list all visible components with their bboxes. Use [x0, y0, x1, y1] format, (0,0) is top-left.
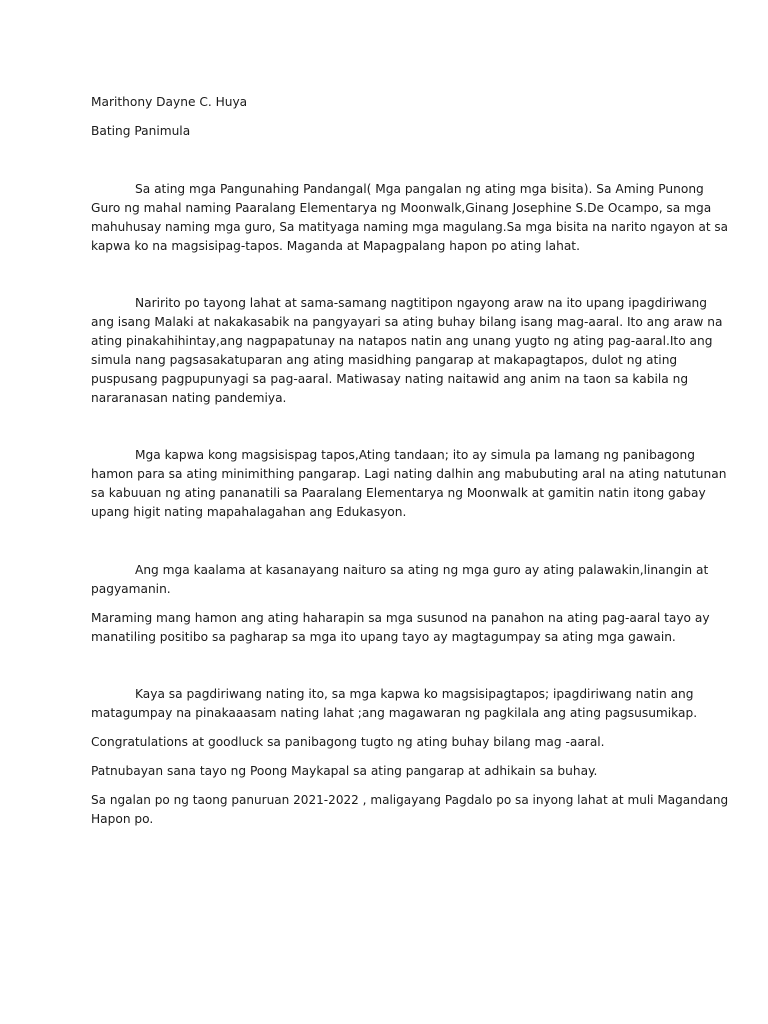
paragraph-line: Kaya sa pagdiriwang nating ito, sa mga kapwa ko magsisipagtapos; ipagdiriwang natin ang [135, 687, 694, 701]
paragraph-line: simula nang pagsasakatuparan ang ating masidhing pangarap at makapagtapos, dulot ng ating [91, 353, 678, 367]
paragraph-line: ating pinakahihintay,ang nagpapatunay na natapos natin ang unang yugto ng ating pag-aaral.Ito ang [91, 334, 713, 348]
author-name: Marithony Dayne C. Huya [91, 95, 248, 109]
paragraph-line: pagyamanin. [91, 582, 171, 596]
paragraph-line: sa kabuuan ng ating pananatili sa Paaralang Elementarya ng Moonwalk at gamitin natin itong gabay [91, 486, 706, 500]
paragraph-line: upang higit nating mapahalagahan ang Edukasyon. [91, 505, 407, 519]
paragraph-line: Ang mga kaalama at kasanayang naituro sa ating ng mga guro ay ating palawakin,linangin at [135, 563, 709, 577]
paragraph-line: Hapon po. [91, 812, 154, 826]
paragraph-line: nararanasan nating pandemiya. [91, 391, 287, 405]
paragraph-line: Naririto po tayong lahat at sama-samang nagtitipon ngayong araw na ito upang ipagdiriwang [135, 296, 708, 310]
paragraph-line: puspusang pagpupunyagi sa pag-aaral. Matiwasay nating naitawid ang anim na taon sa kabila ng [91, 372, 689, 386]
paragraph-line: Sa ating mga Pangunahing Pandangal( Mga pangalan ng ating mga bisita). Sa Aming Punong [135, 182, 704, 196]
paragraph-line: Guro ng mahal naming Paaralang Elementarya ng Moonwalk,Ginang Josephine S.De Ocampo, sa mga [91, 201, 712, 215]
paragraph-line: Sa ngalan po ng taong panuruan 2021-2022 , maligayang Pagdalo po sa inyong lahat at muli Magandang [91, 793, 729, 807]
paragraph-line: matagumpay na pinakaaasam nating lahat ;ang magawaran ng pagkilala ang ating pagsusumikap. [91, 706, 698, 720]
paragraph-line: mahuhusay naming mga guro, Sa matityaga naming mga magulang.Sa mga bisita na narito ngayon at sa [91, 220, 729, 234]
document-heading: Bating Panimula [91, 124, 191, 138]
paragraph-line: manatiling positibo sa pagharap sa mga ito upang tayo ay magtagumpay sa ating mga gawain. [91, 630, 676, 644]
paragraph-line: Congratulations at goodluck sa panibagong tugto ng ating buhay bilang mag -aaral. [91, 735, 605, 749]
paragraph-line: Maraming mang hamon ang ating haharapin sa mga susunod na panahon na ating pag-aaral tayo ay [91, 611, 710, 625]
paragraph-line: ang isang Malaki at nakakasabik na pangyayari sa ating buhay bilang isang mag-aaral. Ito ang araw na [91, 315, 723, 329]
paragraph-line: kapwa ko na magsisipag-tapos. Maganda at Mapagpalang hapon po ating lahat. [91, 239, 580, 253]
paragraph-line: Patnubayan sana tayo ng Poong Maykapal sa ating pangarap at adhikain sa buhay. [91, 764, 598, 778]
paragraph-line: Mga kapwa kong magsisispag tapos,Ating tandaan; ito ay simula pa lamang ng panibagong [135, 448, 695, 462]
paragraph-line: hamon para sa ating minimithing pangarap. Lagi nating dalhin ang mabubuting aral na ating natutunan [91, 467, 727, 481]
